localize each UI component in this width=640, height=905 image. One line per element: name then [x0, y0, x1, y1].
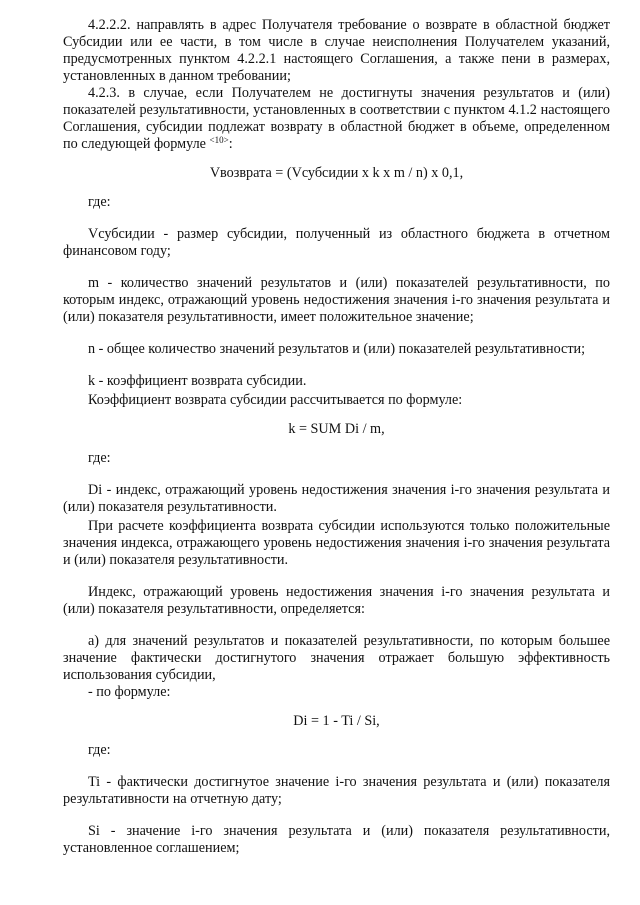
- definition-v-subsidy: Vсубсидии - размер субсидии, полученный из областного бюджета в отчетном финансовом году;: [63, 226, 610, 259]
- where-label: где:: [88, 194, 111, 210]
- formula-k: k = SUM Di / m,: [288, 421, 385, 437]
- definition-ti: Ti - фактически достигнутое значение i-го значения результата и (или) показателя результативности на отчетную дату;: [63, 774, 610, 807]
- paragraph-4-2-2-2: 4.2.2.2. направлять в адрес Получателя требование о возврате в областной бюджет Субсидии или ее части, в том числе в случае неисполнения Получателем указаний, предусмотренных пунктом 4.2.2.1 настоящего Соглашения, а также пени в размерах, установленных в данном требовании;: [63, 17, 610, 84]
- definition-di: Di - индекс, отражающий уровень недостижения значения i-го значения результата и (или) показателя результативности.: [63, 482, 610, 515]
- by-formula-label: - по формуле:: [88, 684, 171, 700]
- definition-n: n - общее количество значений результатов и (или) показателей результативности;: [88, 341, 586, 357]
- formula-v-return: Vвозврата = (Vсубсидии x k x m / n) x 0,1,: [209, 165, 464, 181]
- paragraph-4-2-3-colon: :: [228, 136, 233, 152]
- paragraph-4-2-3: [63, 85, 610, 153]
- formula-di: Di = 1 - Ti / Si,: [293, 713, 380, 729]
- where-label: где:: [88, 450, 111, 466]
- definition-k: k - коэффициент возврата субсидии.: [88, 373, 307, 389]
- where-label: где:: [88, 742, 111, 758]
- k-formula-intro: Коэффициент возврата субсидии рассчитывается по формуле:: [88, 392, 463, 408]
- case-a: а) для значений результатов и показателей результативности, по которым большее значение фактически достигнутого значения отражает большую эффективность использования субсидии,: [63, 633, 610, 683]
- document-page: [63, 17, 610, 857]
- paragraph-4-2-3-text: 4.2.3. в случае, если Получателем не достигнуты значения результатов и (или) показателей результативности, установленных в соответствии с пунктом 4.1.2 настоящего Соглашения, субсидии подлежат возврату в областной бюджет в объеме, определенном по следующей формуле: [63, 85, 610, 152]
- index-definition-intro: Индекс, отражающий уровень недостижения значения i-го значения результата и (или) показателя результативности, определяется:: [63, 584, 610, 617]
- footnote-reference[interactable]: <10>: [209, 135, 229, 145]
- definition-m: m - количество значений результатов и (или) показателей результативности, по которым индекс, отражающий уровень недостижения значения i-го значения результата и (или) показателя результативности, имеет положительное значение;: [63, 275, 610, 325]
- positive-values-note: При расчете коэффициента возврата субсидии используются только положительные значения индекса, отражающего уровень недостижения значения i-го значения результата и (или) показателя результативности.: [63, 518, 610, 568]
- definition-si: Si - значение i-го значения результата и (или) показателя результативности, установленное соглашением;: [63, 823, 610, 856]
